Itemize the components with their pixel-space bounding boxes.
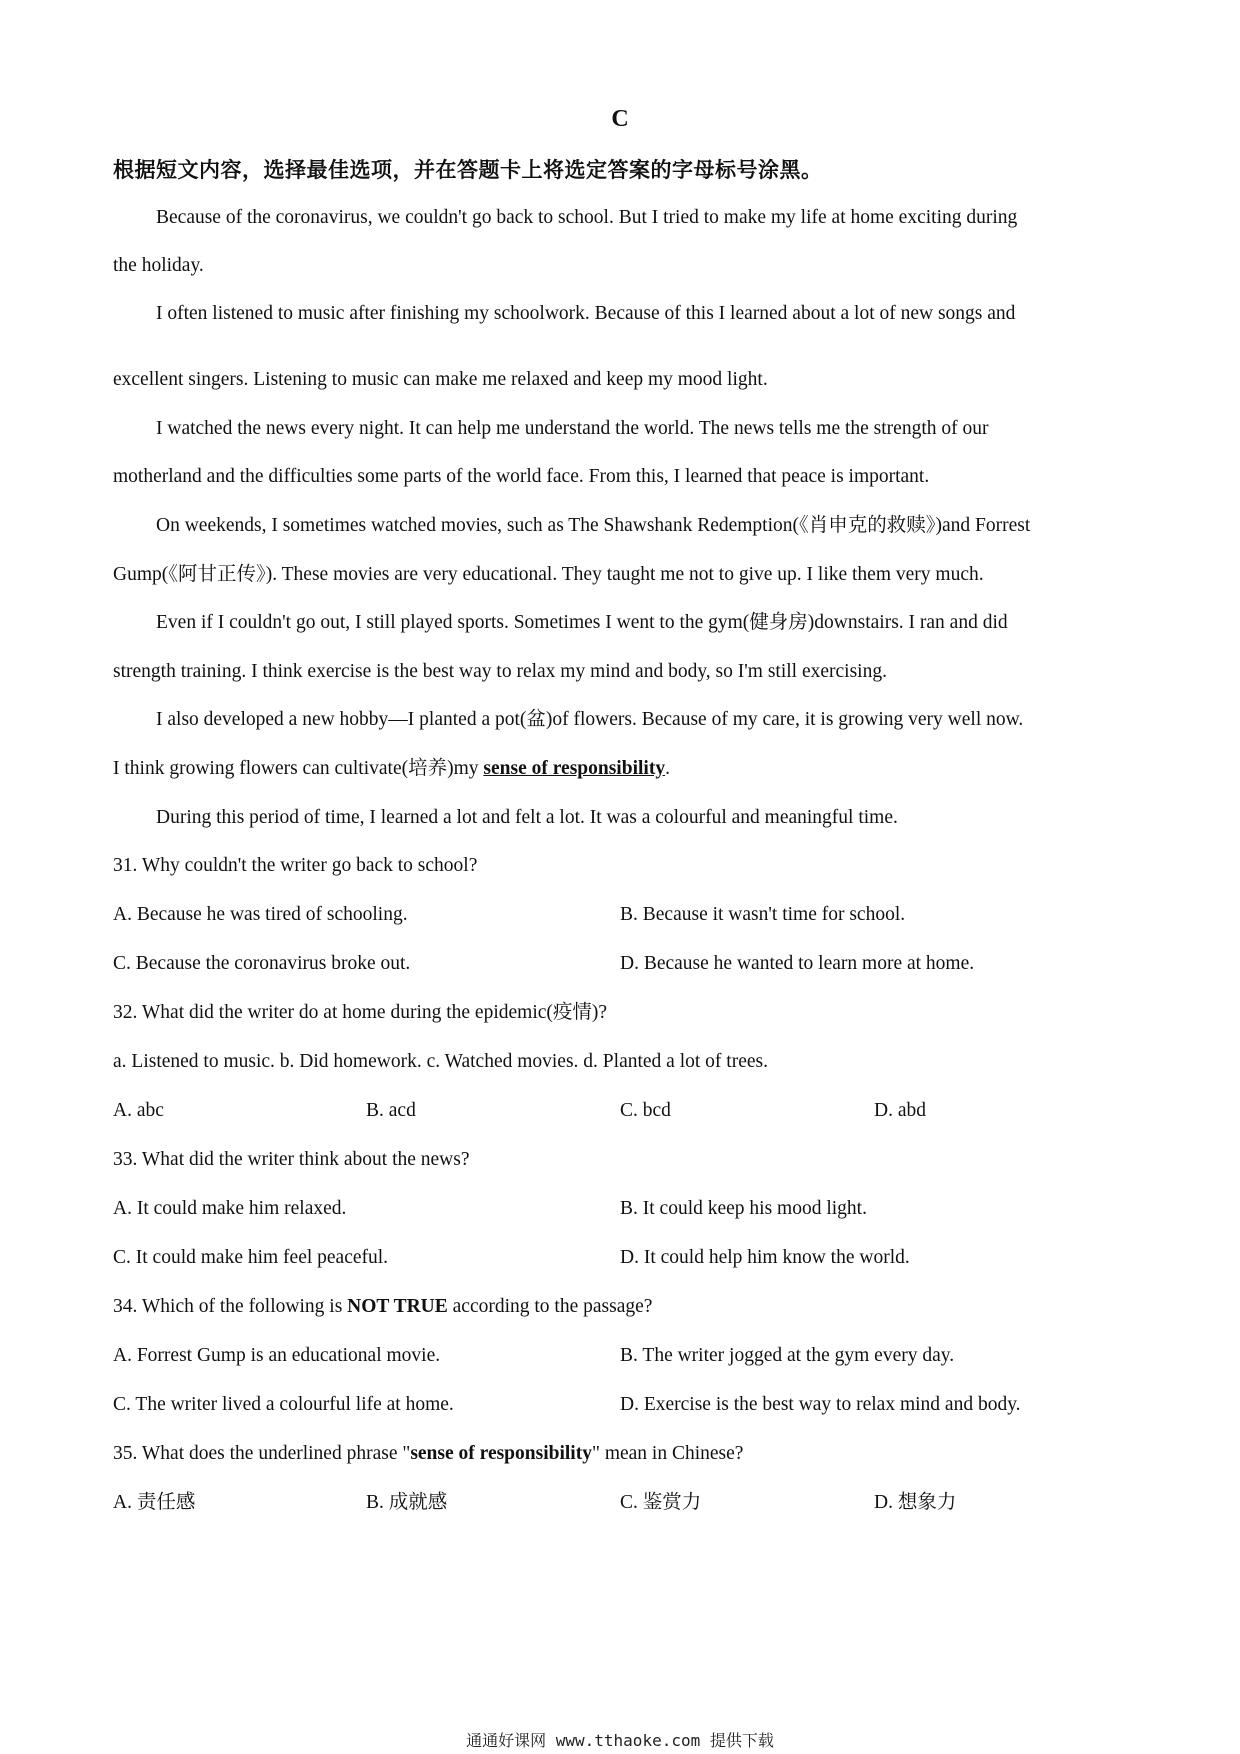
question-35-option-a: A. 责任感: [113, 1492, 196, 1513]
question-34-option-c: C. The writer lived a colourful life at home.: [113, 1394, 454, 1415]
question-34-stem: [113, 1295, 652, 1319]
question-33-option-d: D. It could help him know the world.: [620, 1247, 910, 1268]
question-35-option-b: B. 成就感: [366, 1492, 448, 1513]
passage-p6-line2-post: .: [665, 758, 670, 779]
question-35-option-d: D. 想象力: [874, 1492, 957, 1513]
question-34-option-b: B. The writer jogged at the gym every day.: [620, 1345, 955, 1366]
passage-p3-line2: motherland and the difficulties some parts of the world face. From this, I learned that peace is important.: [113, 466, 930, 487]
question-34-option-a: A. Forrest Gump is an educational movie.: [113, 1345, 441, 1366]
question-34-stem-pre: 34. Which of the following is: [113, 1296, 348, 1317]
passage-p6-line1: I also developed a new hobby—I planted a pot(盆)of flowers. Because of my care, it is growing very well now.: [156, 709, 1024, 730]
passage-p7-line1: During this period of time, I learned a lot and felt a lot. It was a colourful and meaningful time.: [156, 807, 898, 828]
question-35-stem-pre: 35. What does the underlined phrase ": [113, 1443, 411, 1464]
question-33-option-c: C. It could make him feel peaceful.: [113, 1247, 389, 1268]
question-32-option-a: A. abc: [113, 1100, 164, 1121]
passage-p3-line1: I watched the news every night. It can help me understand the world. The news tells me the strength of our: [156, 418, 989, 439]
question-32-items: a. Listened to music. b. Did homework. c. Watched movies. d. Planted a lot of trees.: [113, 1051, 768, 1072]
question-32-stem: 32. What did the writer do at home during the epidemic(疫情)?: [113, 1002, 608, 1023]
question-31-stem: 31. Why couldn't the writer go back to school?: [113, 855, 478, 876]
passage-p4-line1: On weekends, I sometimes watched movies, such as The Shawshank Redemption(《肖申克的救赎》)and Forrest: [156, 515, 1031, 536]
question-32-option-c: C. bcd: [620, 1100, 671, 1121]
passage-p6-line2: [113, 757, 670, 781]
passage-p4-line2: Gump(《阿甘正传》). These movies are very educational. They taught me not to give up. I like them very much.: [113, 564, 984, 585]
passage-p5-line1: Even if I couldn't go out, I still played sports. Sometimes I went to the gym(健身房)downstairs. I ran and did: [156, 612, 1008, 633]
passage-p2-line2: excellent singers. Listening to music can make me relaxed and keep my mood light.: [113, 369, 768, 390]
question-35-stem: [113, 1442, 743, 1466]
question-34-stem-bold: NOT TRUE: [347, 1296, 448, 1317]
question-31-option-b: B. Because it wasn't time for school.: [620, 904, 906, 925]
footer-watermark: 通通好课网 www.tthaoke.com 提供下载: [466, 1731, 774, 1750]
question-34-option-d: D. Exercise is the best way to relax mind and body.: [620, 1394, 1021, 1415]
instruction: 根据短文内容，选择最佳选项，并在答题卡上将选定答案的字母标号涂黑。: [113, 158, 823, 182]
question-32-option-b: B. acd: [366, 1100, 416, 1121]
passage-p5-line2: strength training. I think exercise is the best way to relax my mind and body, so I'm still exercising.: [113, 661, 887, 682]
question-35-stem-bold: sense of responsibility: [410, 1443, 592, 1464]
question-35-stem-post: " mean in Chinese?: [591, 1443, 744, 1464]
passage-p1-line1: Because of the coronavirus, we couldn't go back to school. But I tried to make my life at home exciting during: [156, 207, 1018, 228]
question-34-stem-post: according to the passage?: [447, 1296, 653, 1317]
question-31-option-a: A. Because he was tired of schooling.: [113, 904, 408, 925]
question-35-option-c: C. 鉴赏力: [620, 1492, 702, 1513]
passage-p1-line2: the holiday.: [113, 255, 204, 276]
passage-p6-line2-pre: I think growing flowers can cultivate(培养)my: [113, 758, 484, 779]
question-31-option-c: C. Because the coronavirus broke out.: [113, 953, 411, 974]
section-letter: C: [611, 106, 629, 132]
question-32-option-d: D. abd: [874, 1100, 926, 1121]
question-31-option-d: D. Because he wanted to learn more at home.: [620, 953, 975, 974]
question-33-option-a: A. It could make him relaxed.: [113, 1198, 347, 1219]
underlined-phrase: sense of responsibility: [483, 758, 666, 779]
passage-p2-line1: I often listened to music after finishing my schoolwork. Because of this I learned about a lot of new songs and: [156, 303, 1016, 324]
question-33-stem: 33. What did the writer think about the news?: [113, 1149, 470, 1170]
question-33-option-b: B. It could keep his mood light.: [620, 1198, 867, 1219]
